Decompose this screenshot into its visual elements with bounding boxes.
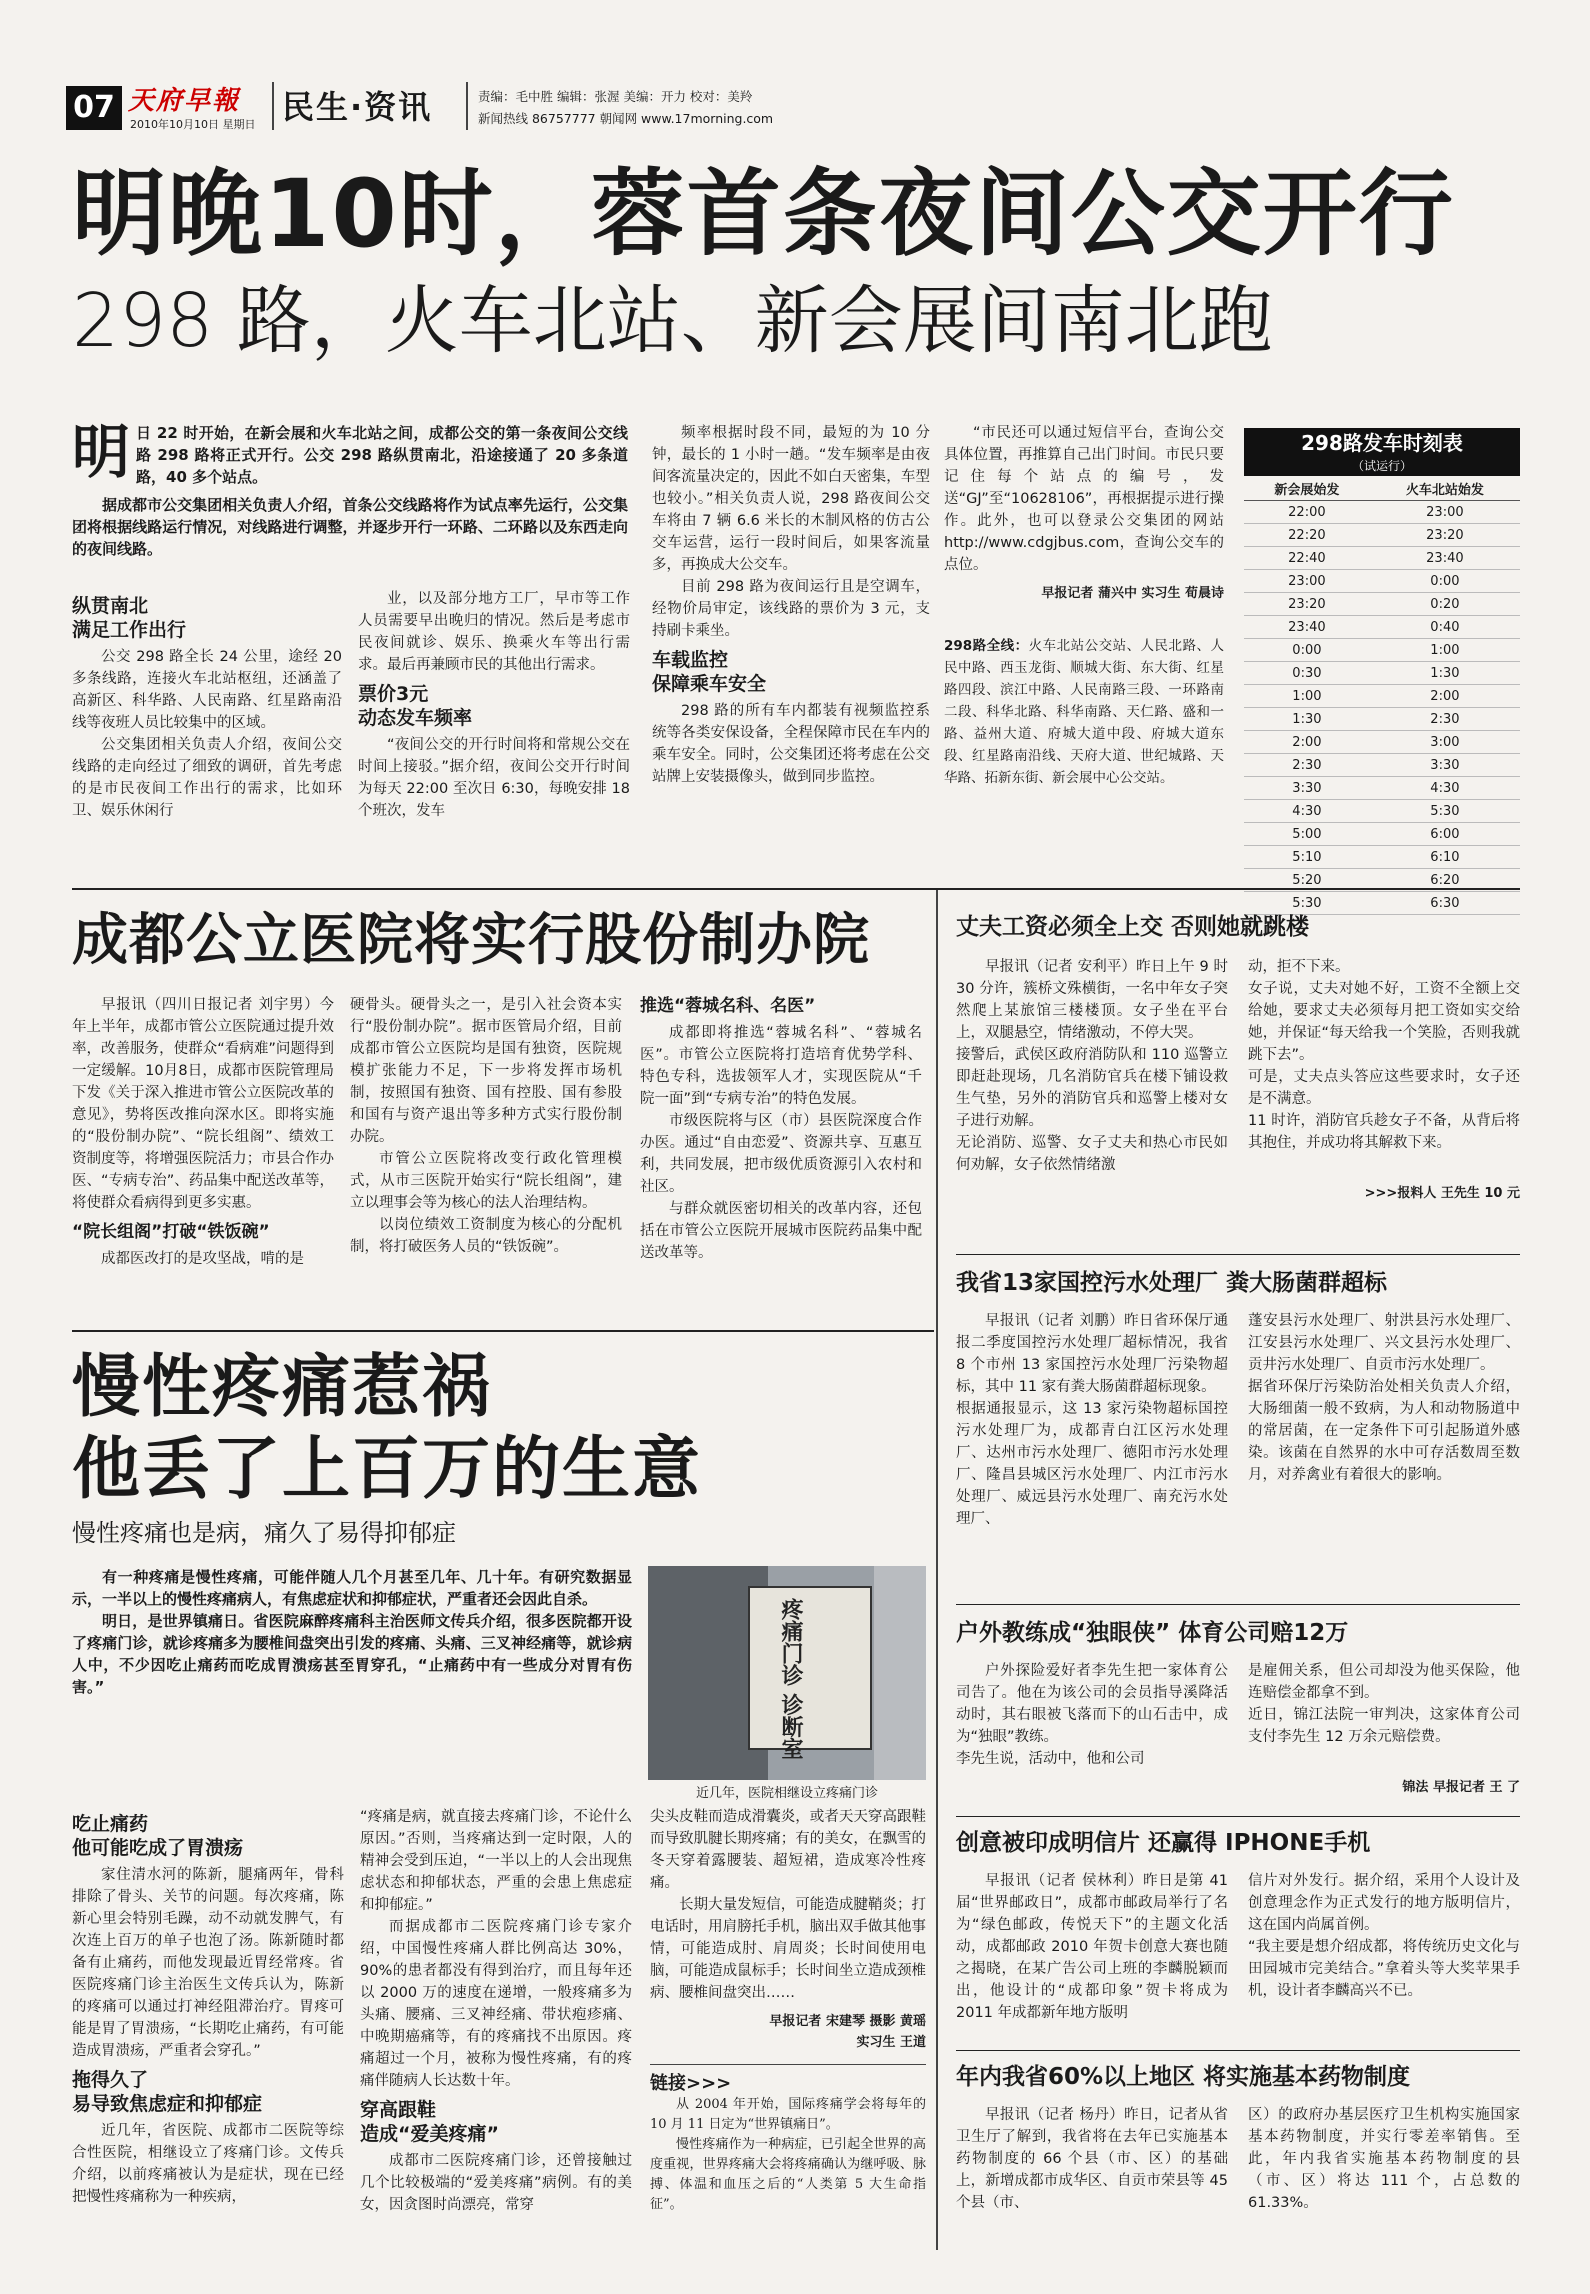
route-box <box>944 635 1224 789</box>
timetable-row <box>1244 708 1520 731</box>
timetable-cell: 6:20 <box>1370 869 1520 892</box>
timetable-cell: 5:30 <box>1370 800 1520 823</box>
timetable-row <box>1244 616 1520 639</box>
timetable-row <box>1244 501 1520 524</box>
timetable-row <box>1244 639 1520 662</box>
bus-col-1 <box>72 588 342 822</box>
brief-0 <box>956 910 1520 1201</box>
bus-paragraph: 298 路的所有车内都装有视频监控系统等各类安保设备，全程保障市民在车内的乘车安全。同时，公交集团还将考虑在公交站牌上安装摄像头，做到同步监控。 <box>652 703 930 785</box>
timetable-cell: 0:00 <box>1370 570 1520 593</box>
link-paragraph: 慢性疼痛作为一种病症，已引起全世界的高度重视，世界疼痛大会将疼痛确认为继呼吸、脉搏、体温和血压之后的“人类第 5 大生命指征”。 <box>650 2137 926 2212</box>
pain-subhead: 慢性疼痛也是病，痛久了易得抑郁症 <box>72 1519 456 1547</box>
pain-col-3 <box>650 1806 926 2215</box>
brief-1 <box>956 1266 1520 1530</box>
timetable-cell: 2:30 <box>1370 708 1520 731</box>
timetable-cell: 5:00 <box>1244 823 1370 846</box>
timetable-cell: 22:40 <box>1244 547 1370 570</box>
brief-text: 户外探险爱好者李先生把一家体育公司告了。他在为该公司的会员指导溪降活动时，其右眼被飞落而下的山石击中，成为“独眼”教练。 李先生说，活动中，他和公司 <box>956 1663 1228 1767</box>
pain-byline-2: 实习生 王道 <box>856 2035 926 2050</box>
pain-headline-1: 慢性疼痛惹祸 <box>72 1348 493 1427</box>
link-paragraph: 从 2004 年开始，国际疼痛学会将每年的 10 月 11 日定为“世界镇痛日”。 <box>650 2097 926 2132</box>
bus-lead <box>72 418 628 560</box>
timetable-row <box>1244 800 1520 823</box>
bus-byline: 早报记者 蒲兴中 实习生 荀晨诗 <box>1041 586 1224 601</box>
brief-divider <box>956 2050 1520 2051</box>
pain-paragraph: 尖头皮鞋而造成滑囊炎，或者天天穿高跟鞋而导致肌腱长期疼痛；有的美女，在飘雪的冬天穿着露腰装、超短裙，造成寒冷性疼痛。 <box>650 1809 926 1891</box>
timetable-row <box>1244 823 1520 846</box>
bus-lead-text-2: 据成都市公交集团相关负责人介绍，首条公交线路将作为试点率先运行，公交集团将根据线路运行情况，对线路进行调整，并逐步开行一环路、二环路以及东西走向的夜间线路。 <box>72 496 628 558</box>
link-title: 链接>>> <box>650 2073 732 2094</box>
clinic-sign: 疼痛门诊 诊断室 <box>778 1598 803 1760</box>
drop-cap: 明 <box>72 418 131 486</box>
bus-col-4 <box>944 422 1224 789</box>
bus-paragraph: 公交 298 路全长 24 公里，途经 20 多条线路，连接火车北站枢纽，还涵盖了高新区、科华路、人民南路、红星路南沿线等夜班人员比较集中的区域。 <box>72 649 342 731</box>
pain-paragraph: 近几年，省医院、成都市二医院等综合性医院，相继设立了疼痛门诊。文传兵介绍，以前疼痛被认为是症状，现在已经把慢性疼痛称为一种疾病， <box>72 2123 344 2205</box>
section-title: 民生·资讯 <box>282 88 433 126</box>
timetable-title: 298路发车时刻表 <box>1244 428 1520 458</box>
timetable <box>1244 428 1520 915</box>
pain-paragraph: 长期大量发短信，可能造成腱鞘炎；打电话时，用肩膀托手机，脑出双手做其他事情，可能造成肘、肩周炎；长时间使用电脑，可能造成鼠标手；长时间坐立造成颈椎病、腰椎间盘突出…… <box>650 1897 926 2001</box>
brief-headline: 创意被印成明信片 还赢得 IPHONE手机 <box>956 1830 1371 1856</box>
bus-paragraph: 频率根据时段不同，最短的为 10 分钟，最长的 1 小时一趟。“发车频率是由夜间客流量决定的，因此不如白天密集，车型也较小。”相关负责人说，298 路夜间公交车将由 7 辆 6.6 米长的木制风格的仿古公交车运营，运行一段时间后，如果客流量多，再换成大公交车。 <box>652 425 930 573</box>
hospital-col-2 <box>350 994 622 1258</box>
hospital-paragraph: 成都医改打的是攻坚战，啃的是 <box>101 1251 304 1267</box>
brief-byline: >>>报料人 王先生 10 元 <box>1364 1186 1520 1201</box>
hospital-paragraph: 市管公立医院将改变行政化管理模式，从市三医院开始实行“院长组阁”，建立以理事会等为核心的法人治理结构。 <box>350 1151 622 1211</box>
issue-date: 2010年10月10日 星期日 <box>130 118 256 131</box>
timetable-cell: 22:00 <box>1244 501 1370 524</box>
pain-subtitle-1: 吃止痛药 他可能吃成了胃溃疡 <box>72 1813 244 1859</box>
bus-subtitle-1: 纵贯南北 满足工作出行 <box>72 595 187 641</box>
clinic-photo <box>648 1566 926 1780</box>
hospital-headline: 成都公立医院将实行股份制办院 <box>72 908 870 973</box>
timetable-row <box>1244 593 1520 616</box>
bus-paragraph: 业，以及部分地方工厂，早市等工作人员需要早出晚归的情况。然后是考虑市民夜间就诊、娱乐、换乘火车等出行需求。最后再兼顾市民的其他出行需求。 <box>358 591 630 673</box>
bus-col-3 <box>652 422 930 788</box>
bus-lead-text: 日 22 时开始，在新会展和火车北站之间，成都公交的第一条夜间公交线路 298 路将正式开行。公交 298 路纵贯南北，沿途接通了 20 多条道路，40 多个站点。 <box>136 424 628 486</box>
bus-subtitle-2: 票价3元 动态发车频率 <box>358 683 473 729</box>
hospital-paragraph: 以岗位绩效工资制度为核心的分配机制，将打破医务人员的“铁饭碗”。 <box>350 1217 622 1255</box>
timetable-cell: 22:20 <box>1244 524 1370 547</box>
timetable-cell: 2:00 <box>1370 685 1520 708</box>
timetable-note: （试运行） <box>1244 458 1520 476</box>
timetable-cell: 0:00 <box>1244 639 1370 662</box>
pain-col-2 <box>360 1806 632 2216</box>
timetable-row <box>1244 731 1520 754</box>
pain-subtitle-2: 拖得久了 易导致焦虑症和抑郁症 <box>72 2069 263 2115</box>
hospital-col-3 <box>640 994 922 1264</box>
timetable-header: 新会展始发 <box>1244 476 1370 501</box>
timetable-cell: 5:20 <box>1244 869 1370 892</box>
pain-paragraph: 家住清水河的陈新，腿痛两年，骨科排除了骨头、关节的问题。每次疼痛，陈新心里会特别毛躁，动不动就发脾气，有次连上百万的单子也泡了汤。陈新随时都备有止痛药，而他发现最近胃经常疼。省医院疼痛门诊主治医生文传兵认为，陈新的疼痛可以通过打神经阻滞治疗。胃疼可能是胃了胃溃疡，“长期吃止痛药，有可能造成胃溃疡，严重者会穿孔。” <box>72 1867 344 2059</box>
brief-headline: 年内我省60%以上地区 将实施基本药物制度 <box>956 2064 1411 2090</box>
pain-lead-text: 有一种疼痛是慢性疼痛，可能伴随人几个月甚至几年、几十年。有研究数据显示，一半以上的慢性疼痛病人，有焦虑症状和抑郁症状，严重者还会因此自杀。 <box>72 1568 632 1608</box>
timetable-row <box>1244 754 1520 777</box>
timetable-cell: 0:30 <box>1244 662 1370 685</box>
credits <box>478 86 773 130</box>
timetable-cell: 3:30 <box>1370 754 1520 777</box>
brief-text: 是雇佣关系，但公司却没为他买保险，他连赔偿金都拿不到。 近日，锦江法院一审判决，这家体育公司支付李先生 12 万余元赔偿费。 <box>1248 1663 1520 1745</box>
pain-paragraph: 而据成都市二医院疼痛门诊专家介绍，中国慢性疼痛人群比例高达 30%，90%的患者都没有得到治疗，而且每年还以 2000 万的速度在递增，一般疼痛多为头痛、腰痛、三叉神经痛、带状疱疹痛、中晚期癌痛等，有的疼痛找不出原因。疼痛超过一个月，被称为慢性疼痛，有的疼痛伴随病人长达数十年。 <box>360 1919 632 2089</box>
brief-text: 蓬安县污水处理厂、射洪县污水处理厂、江安县污水处理厂、兴文县污水处理厂、贡井污水处理厂、自贡市污水处理厂。 据省环保厅污染防治处相关负责人介绍，大肠细菌一般不致病，为人和动物肠道中的常居菌，在一定条件下可引起肠道外感染。该菌在自然界的水中可存活数周至数月，对养禽业有着很大的影响。 <box>1248 1313 1520 1483</box>
timetable-cell: 1:00 <box>1370 639 1520 662</box>
pain-byline: 早报记者 宋建琴 摄影 黄瑶 <box>769 2014 926 2029</box>
masthead-divider <box>466 82 468 130</box>
brief-text: 区）的政府办基层医疗卫生机构实施国家基本药物制度，并实行零差率销售。至此，年内我省实施基本药物制度的县（市、区）将达 111 个，占总数的 61.33%。 <box>1248 2107 1520 2211</box>
timetable-cell: 3:30 <box>1244 777 1370 800</box>
timetable-row <box>1244 570 1520 593</box>
brief-4 <box>956 2060 1520 2214</box>
hospital-col-1 <box>72 994 334 1270</box>
timetable-cell: 4:30 <box>1244 800 1370 823</box>
brief-text: 早报讯（记者 安利平）昨日上午 9 时 30 分许，簇桥文殊横街，一名中年女子突然爬上某旅馆三楼楼顶。女子坐在平台上，双腿悬空，情绪激动，不停大哭。 接警后，武侯区政府消防队和 110 巡警立即赶赴现场，几名消防官兵在楼下铺设救生气垫，另外的消防官兵和巡警上楼对女子进行劝解。 无论消防、巡警、女子丈夫和热心市民如何劝解，女子依然情绪激 <box>956 959 1228 1173</box>
section-divider <box>72 888 1520 890</box>
timetable-cell: 1:00 <box>1244 685 1370 708</box>
pain-paragraph: “疼痛是病，就直接去疼痛门诊，不论什么原因。”否则，当疼痛达到一定时限，人的精神会受到压迫，“一半以上的人会出现焦虑状态和抑郁状态，严重的会患上焦虑症和抑郁症。” <box>360 1809 632 1913</box>
bus-subtitle-3: 车载监控 保障乘车安全 <box>652 649 767 695</box>
brief-text: 信片对外发行。据介绍，采用个人设计及创意理念作为正式发行的地方版明信片，这在国内尚属首例。 “我主要是想介绍成都，将传统历史文化与田园城市完美结合。”拿着头等大奖苹果手机，设计者李麟高兴不已。 <box>1248 1873 1520 1999</box>
pain-paragraph: 成都市二医院疼痛门诊，还曾接触过几个比较极端的“爱美疼痛”病例。有的美女，因贪图时尚漂亮，常穿 <box>360 2153 632 2213</box>
timetable-cell: 23:20 <box>1370 524 1520 547</box>
brief-headline: 户外教练成“独眼侠” 体育公司赔12万 <box>956 1620 1349 1646</box>
page-number: 07 <box>66 86 122 130</box>
timetable-cell: 5:30 <box>1244 892 1370 915</box>
timetable-row <box>1244 524 1520 547</box>
timetable-cell: 3:00 <box>1370 731 1520 754</box>
hospital-paragraph: 市级医院将与区（市）县医院深度合作办医。通过“自由恋爱”、资源共享、互惠互利，共同发展，把市级优质资源引入农村和社区。 <box>640 1113 922 1195</box>
brief-headline: 我省13家国控污水处理厂 粪大肠菌群超标 <box>956 1270 1388 1296</box>
pain-headline-2: 他丢了上百万的生意 <box>72 1430 703 1509</box>
timetable-cell: 4:30 <box>1370 777 1520 800</box>
hospital-paragraph: 早报讯（四川日报记者 刘宇男）今年上半年，成都市管公立医院通过提升效率，改善服务，使群众“看病难”问题得到一定缓解。10月8日，成都市医院管理局下发《关于深入推进市管公立医院改革的意见》，势将医改推向深水区。即将实施的“股份制办院”、“院长组阁”、绩效工资制度等，将增强医院活力；市县合作办医、“专病专治”、药品集中配送改革等，将使群众看病得到更多实惠。 <box>72 997 334 1211</box>
hospital-subtitle-2: 推选“蓉城名科、名医” <box>640 996 816 1016</box>
bus-paragraph: “市民还可以通过短信平台，查询公交具体位置，再推算自己出门时间。市民只要记住每个站点的编号，发送“GJ”至“10628106”，再根据提示进行操作。此外，也可以登录公交集团的网站 http://www.cdgjbus.com，查询公交车的点位。 <box>944 425 1224 573</box>
timetable-cell: 1:30 <box>1370 662 1520 685</box>
timetable-cell: 2:30 <box>1244 754 1370 777</box>
pain-col-1 <box>72 1806 344 2208</box>
link-box <box>650 2064 926 2215</box>
credits-hotline: 新闻热线 86757777 朝闻网 www.17morning.com <box>478 111 774 126</box>
timetable-row <box>1244 846 1520 869</box>
timetable-cell: 6:10 <box>1370 846 1520 869</box>
bus-headline: 明晚10时，蓉首条夜间公交开行 <box>72 160 1455 269</box>
column-divider <box>936 890 938 2250</box>
brief-3 <box>956 1826 1520 2024</box>
masthead-divider <box>272 82 274 130</box>
timetable-cell: 5:10 <box>1244 846 1370 869</box>
bus-paragraph: “夜间公交的开行时间将和常规公交在时间上接驳。”据介绍，夜间公交开行时间为每天 22:00 至次日 6:30，每晚安排 18 个班次，发车 <box>358 737 630 819</box>
pain-subtitle-3: 穿高跟鞋 造成“爱美疼痛” <box>360 2099 499 2145</box>
brief-byline: 锦法 早报记者 王 了 <box>1402 1780 1520 1795</box>
brief-divider <box>956 1604 1520 1605</box>
bus-subhead: 298 路，火车北站、新会展间南北跑 <box>72 278 1273 364</box>
brief-text: 动，拒不下来。 女子说，丈夫对她不好，工资不全额上交给她，要求丈夫必须每月把工资如实交给她，并保证“每天给我一个笑脸，否则我就跳下去”。 可是，丈夫点头答应这些要求时，女子还是不满意。 11 时许，消防官兵趁女子不备，从背后将其抱住，并成功将其解救下来。 <box>1248 959 1520 1151</box>
brief-divider <box>956 1816 1520 1817</box>
timetable-cell: 23:40 <box>1244 616 1370 639</box>
hospital-subtitle-1: “院长组阁”打破“铁饭碗” <box>72 1222 270 1242</box>
timetable-cell: 0:40 <box>1370 616 1520 639</box>
timetable-cell: 6:30 <box>1370 892 1520 915</box>
timetable-cell: 23:00 <box>1244 570 1370 593</box>
hospital-paragraph: 与群众就医密切相关的改革内容，还包括在市管公立医院开展城市医院药品集中配送改革等。 <box>640 1201 922 1261</box>
timetable-row <box>1244 777 1520 800</box>
brief-text: 早报讯（记者 刘鹏）昨日省环保厅通报二季度国控污水处理厂超标情况，我省 8 个市州 13 家国控污水处理厂污染物超标，其中 11 家有粪大肠菌群超标现象。 根据通报显示，这 13 家污染物超标国控污水处理厂为，成都青白江区污水处理厂、达州市污水处理厂、德阳市污水处理厂、隆昌县城区污水处理厂、内江市污水处理厂、威远县污水处理厂、南充污水处理厂、 <box>956 1313 1228 1527</box>
section-divider <box>72 1330 934 1332</box>
brief-headline: 丈夫工资必须全上交 否则她就跳楼 <box>956 914 1310 940</box>
timetable-cell: 23:20 <box>1244 593 1370 616</box>
bus-paragraph: 目前 298 路为夜间运行且是空调车，经物价局审定，该线路的票价为 3 元，支持刷卡乘坐。 <box>652 579 930 639</box>
pain-lead <box>72 1566 632 1698</box>
timetable-cell: 23:40 <box>1370 547 1520 570</box>
bus-col-2 <box>358 588 630 822</box>
brief-text: 早报讯（记者 侯林利）昨日是第 41 届“世界邮政日”，成都市邮政局举行了名为“绿色邮政，传悦天下”的主题文化活动，成都邮政 2010 年贺卡创意大赛也随之揭晓，在某广告公司上班的李麟脱颖而出，他设计的“成都印象”贺卡将成为 2011 年成都新年地方版明 <box>956 1873 1228 2021</box>
timetable-header: 火车北站始发 <box>1370 476 1520 501</box>
timetable-cell: 6:00 <box>1370 823 1520 846</box>
credits-editors: 责编：毛中胜 编辑：张渥 美编：开力 校对：美羚 <box>478 89 753 104</box>
pain-lead-text-2: 明日，是世界镇痛日。省医院麻醉疼痛科主治医师文传兵介绍，很多医院都开设了疼痛门诊，就诊疼痛多为腰椎间盘突出引发的疼痛、头痛、三叉神经痛等，就诊病人中，不少因吃止痛药而吃成胃溃疡甚至胃穿孔，“止痛药中有一些成分对胃有伤害。” <box>72 1612 632 1696</box>
route-stops: 火车北站公交站、人民北路、人民中路、西玉龙街、顺城大街、东大街、红星路四段、滨江中路、人民南路三段、一环路南二段、科华北路、科华南路、天仁路、盛和一路、益州大道、府城大道中段、府城大道东段、红星路南沿线、天府大道、世纪城路、天华路、拓新东街、新会展中心公交站。 <box>944 638 1225 786</box>
brief-2 <box>956 1616 1520 1795</box>
timetable-row <box>1244 662 1520 685</box>
photo-caption: 近几年，医院相继设立疼痛门诊 <box>695 1786 878 1801</box>
brief-divider <box>956 1254 1520 1255</box>
route-label: 298路全线： <box>944 638 1029 654</box>
timetable-row <box>1244 685 1520 708</box>
hospital-paragraph: 成都即将推选“蓉城名科”、“蓉城名医”。市管公立医院将打造培育优势学科、特色专科，选拔领军人才，实现医院从“千院一面”到“专病专治”的特色发展。 <box>640 1025 922 1107</box>
timetable-cell: 0:20 <box>1370 593 1520 616</box>
hospital-paragraph: 硬骨头。硬骨头之一，是引入社会资本实行“股份制办院”。据市医管局介绍，目前成都市管公立医院均是国有独资，医院规模扩张能力不足，下一步将发挥市场机制，按照国有独资、国有控股、国有参股和国有与资产退出等多种方式实行股份制办院。 <box>350 997 622 1145</box>
brief-text: 早报讯（记者 杨丹）昨日，记者从省卫生厅了解到，我省将在去年已实施基本药物制度的 66 个县（市、区）的基础上，新增成都市成华区、自贡市荣县等 45 个县（市、 <box>956 2107 1228 2211</box>
timetable-cell: 2:00 <box>1244 731 1370 754</box>
timetable-cell: 1:30 <box>1244 708 1370 731</box>
timetable-table <box>1244 476 1520 915</box>
timetable-row <box>1244 547 1520 570</box>
timetable-cell: 23:00 <box>1370 501 1520 524</box>
bus-paragraph: 公交集团相关负责人介绍，夜间公交线路的走向经过了细致的调研，首先考虑的是市民夜间工作出行的需求，比如环卫、娱乐休闲行 <box>72 737 342 819</box>
paper-logo: 天府早報 <box>128 86 241 116</box>
